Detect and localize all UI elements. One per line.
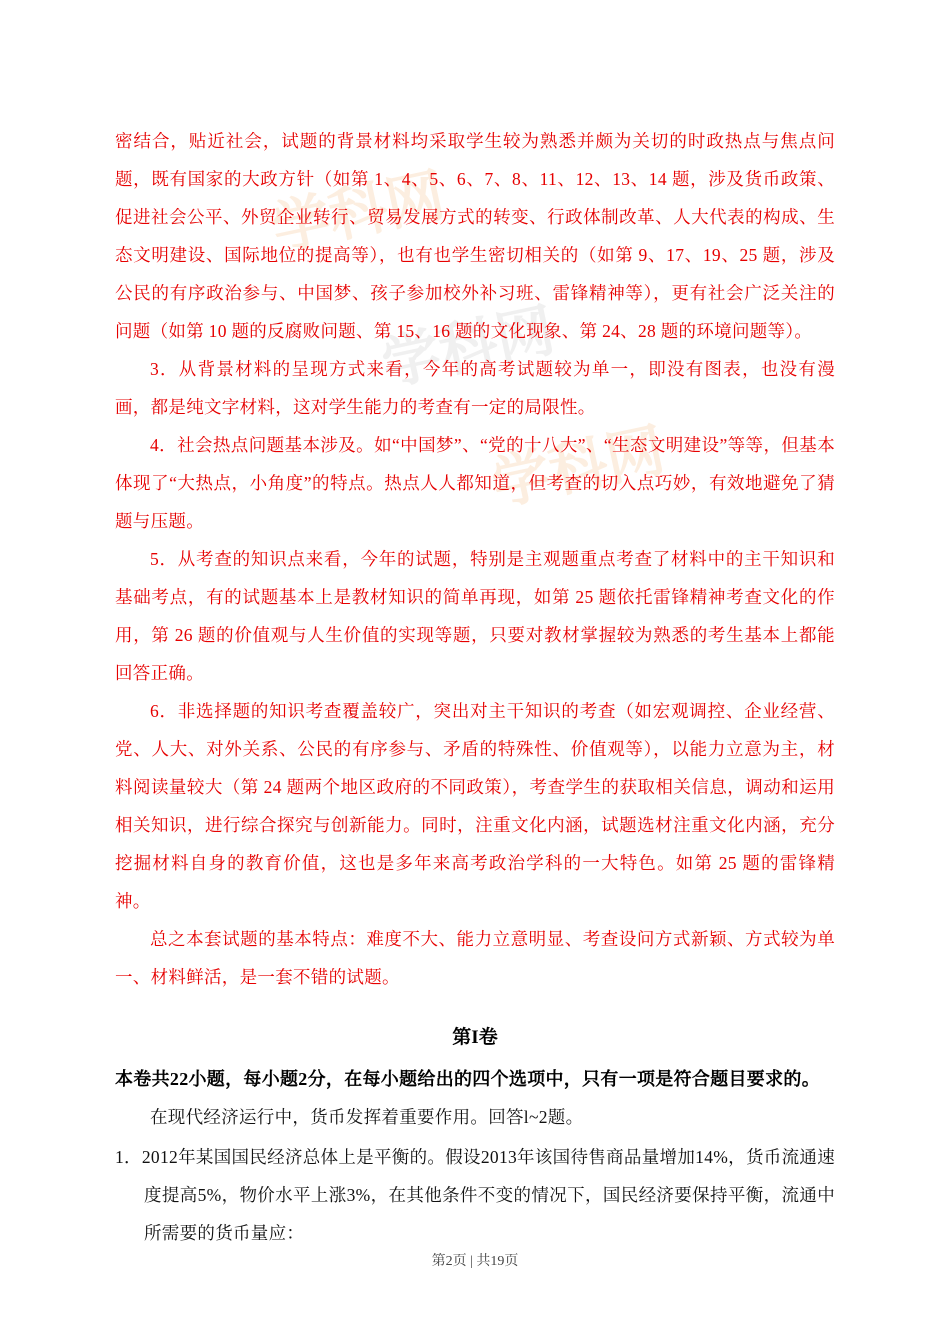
analysis-paragraph-continued: 密结合，贴近社会，试题的背景材料均采取学生较为熟悉并颇为关切的时政热点与焦点问题，既有国家的大政方针（如第 1、4、5、6、7、8、11、12、13、14 题，涉及货币政策、促进社会公平、外贸企业转行、贸易发展方式的转变、行政体制改革、人大代表的构成、生态文明建设、国际地位的提高等），也有也学生密切相关的（如第 9、17、19、25 题，涉及公民的有序政治参与、中国梦、孩子参加校外补习班、雷锋精神等），更有社会广泛关注的问题（如第 10 题的反腐败问题、第 15、16 题的文化现象、第 24、28 题的环境问题等）。 bbox=[115, 131, 835, 341]
section-title: 第I卷 bbox=[452, 1027, 498, 1048]
page-number-text: 第2页 | 共19页 bbox=[431, 1254, 519, 1269]
question-1: 1．2012年某国国民经济总体上是平衡的。假设2013年该国待售商品量增加14%，货币流通速度提高5%，物价水平上涨3%，在其他条件不变的情况下，国民经济要保持平衡，流通中所需要的货币量应： bbox=[115, 1147, 835, 1243]
watermark-logo: 学科网 bbox=[376, 297, 561, 398]
analysis-point-4: 4．社会热点问题基本涉及。如“中国梦”、“党的十八大”、“生态文明建设”等等，但基本体现了“大热点，小角度”的特点。热点人人都知道，但考查的切入点巧妙，有效地避免了猜题与压题。 bbox=[115, 435, 835, 531]
analysis-point-3: 3．从背景材料的呈现方式来看，今年的高考试题较为单一，即没有图表，也没有漫画，都是纯文字材料，这对学生能力的考查有一定的局限性。 bbox=[115, 359, 835, 417]
watermark-logo: 学科网 bbox=[486, 417, 671, 518]
analysis-point-5: 5．从考查的知识点来看，今年的试题，特别是主观题重点考查了材料中的主干知识和基础考点，有的试题基本上是教材知识的简单再现，如第 25 题依托雷锋精神考查文化的作用，第 26 题的价值观与人生价值的实现等题，只要对教材掌握较为熟悉的考生基本上都能回答正确。 bbox=[115, 549, 835, 683]
page-footer bbox=[0, 1250, 950, 1270]
analysis-point-6: 6．非选择题的知识考查覆盖较广，突出对主干知识的考查（如宏观调控、企业经营、党、人大、对外关系、公民的有序参与、矛盾的特殊性、价值观等），以能力立意为主，材料阅读量较大（第 24 题两个地区政府的不同政策），考查学生的获取相关信息，调动和运用相关知识，进行综合探究与创新能力。同时，注重文化内涵，试题选材注重文化内涵，充分挖掘材料自身的教育价值，这也是多年来高考政治学科的一大特色。如第 25 题的雷锋精神。 bbox=[115, 701, 835, 911]
watermark-logo: 学科网 bbox=[266, 162, 451, 263]
analysis-summary: 总之本套试题的基本特点：难度不大、能力立意明显、考查设问方式新颖、方式较为单一、材料鲜活，是一套不错的试题。 bbox=[115, 929, 835, 987]
section-instructions: 本卷共22小题，每小题2分，在每小题给出的四个选项中，只有一项是符合题目要求的。 bbox=[115, 1069, 820, 1089]
page-content bbox=[115, 122, 835, 1252]
lead-in-text: 在现代经济运行中，货币发挥着重要作用。回答l~2题。 bbox=[150, 1107, 584, 1127]
